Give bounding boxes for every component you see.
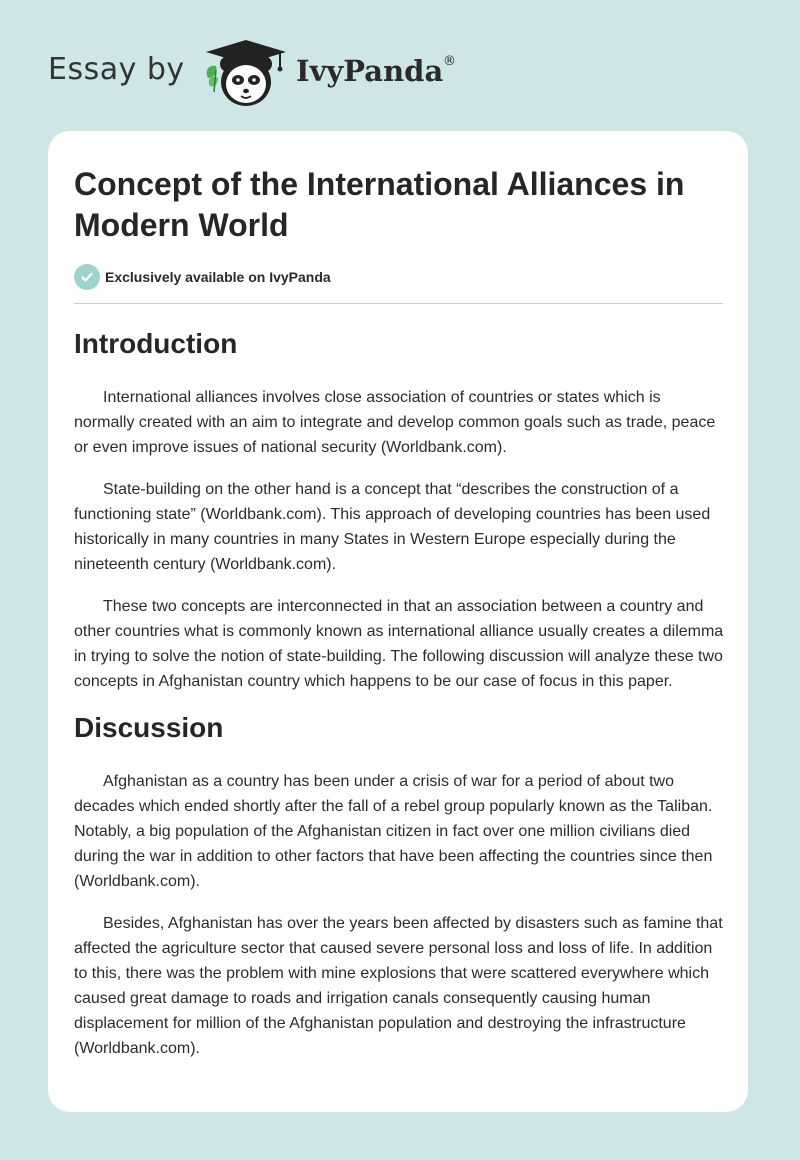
essay-body xyxy=(74,321,724,1061)
essay-title: Concept of the International Alliances in Modern World xyxy=(74,166,685,243)
site-header xyxy=(0,0,800,120)
paragraph: Afghanistan as a country has been under a crisis of war for a period of about two decades which ended shortly after the fall of a rebel group popularly known as the Taliban. Notably, a big population of the Afghanistan citizen in fact over one million civilians died during the war in addition to other factors that have been affecting the countries since then (Worldbank.com). xyxy=(74,773,713,890)
brand-prefix: Essay by xyxy=(48,52,185,87)
brand-name[interactable]: IvyPanda xyxy=(296,54,444,88)
divider xyxy=(74,303,723,304)
panda-graduate-icon[interactable] xyxy=(200,34,292,110)
check-circle-icon xyxy=(74,264,100,290)
paragraph: Besides, Afghanistan has over the years been affected by disasters such as famine that affected the agriculture sector that caused severe personal loss and loss of life. In addition to this, there was the problem with mine explosions that were scattered everywhere which caused great damage to roads and irrigation canals consequently causing human displacement for million of the Afghanistan population and destroying the infrastructure (Worldbank.com). xyxy=(74,915,723,1057)
registered-mark: ® xyxy=(443,54,456,69)
paragraph: State-building on the other hand is a concept that “describes the construction of a functioning state” (Worldbank.com). This approach of developing countries has been used historically in many countries in many States in Western Europe especially during the nineteenth century (Worldbank.com). xyxy=(74,481,711,573)
exclusive-badge xyxy=(74,264,331,290)
paragraph: International alliances involves close association of countries or states which is normally created with an aim to integrate and develop common goals such as trade, peace or even improve issues of national security (Worldbank.com). xyxy=(74,389,716,456)
section-heading-introduction: Introduction xyxy=(74,328,238,359)
paragraph: These two concepts are interconnected in that an association between a country and other countries what is commonly known as international alliance usually creates a dilemma in trying to solve the notion of state-building. The following discussion will analyze these two concepts in Afghanistan country which happens to be our case of focus in this paper. xyxy=(74,598,724,690)
essay-card xyxy=(48,131,748,1112)
badge-text: Exclusively available on IvyPanda xyxy=(105,269,331,285)
section-heading-discussion: Discussion xyxy=(74,712,224,743)
